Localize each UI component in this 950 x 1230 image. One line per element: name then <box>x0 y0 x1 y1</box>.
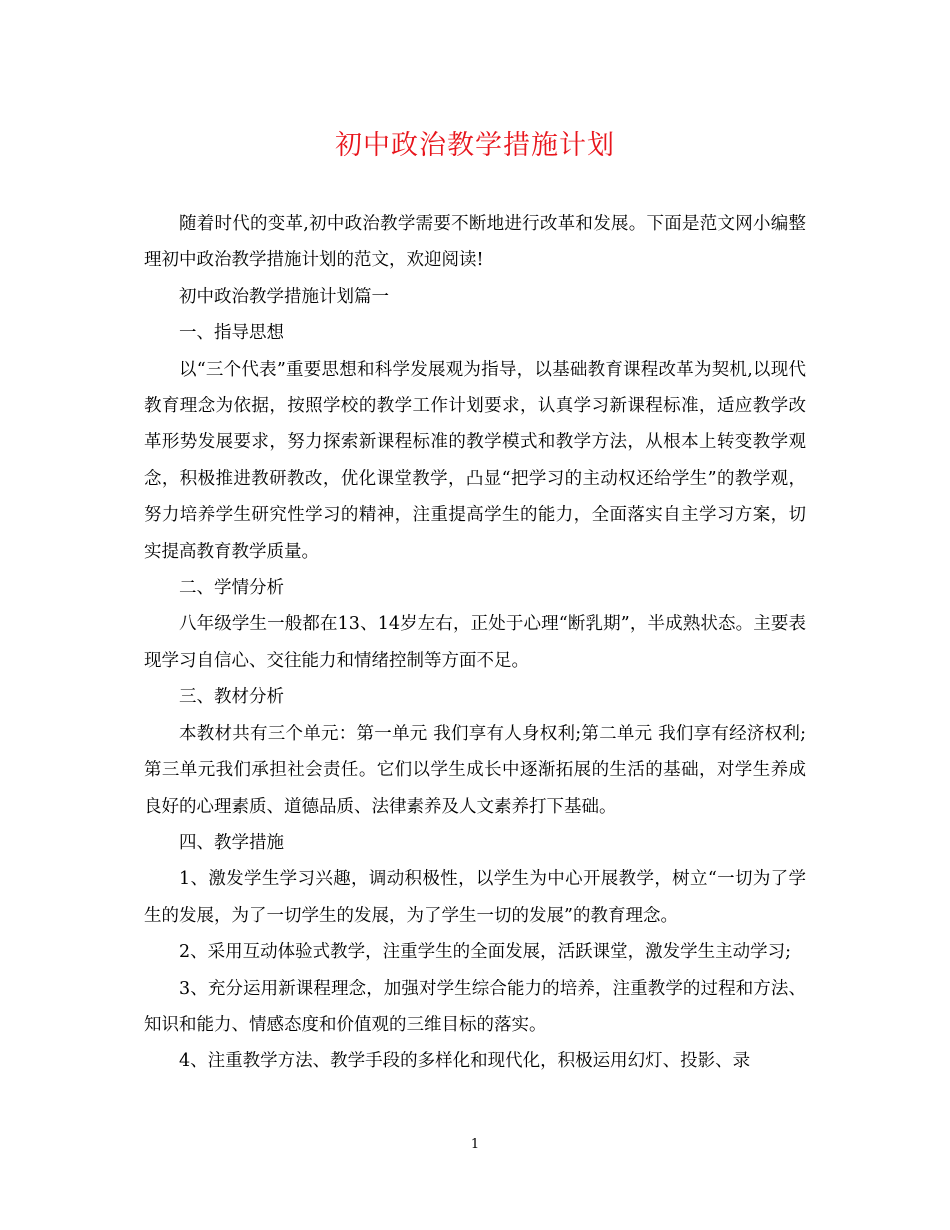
document-body <box>144 206 806 1080</box>
paragraph-textbook-analysis: 本教材共有三个单元：第一单元 我们享有人身权利;第二单元 我们享有经济权利;第三单元我们承担社会责任。它们以学生成长中逐渐拓展的生活的基础，对学生养成良好的心理素质、道德品质、法律素养及人文素养打下基础。 <box>144 723 806 817</box>
page-number: 1 <box>470 1137 480 1152</box>
paragraph-guiding-thought: 以“三个代表”重要思想和科学发展观为指导，以基础教育课程改革为契机,以现代教育理念为依据，按照学校的教学工作计划要求，认真学习新课程标准，适应教学改革形势发展要求，努力探索新课程标准的教学模式和教学方法，从根本上转变教学观念，积极推进教研教改，优化课堂教学，凸显“把学习的主动权还给学生”的教学观，努力培养学生研究性学习的精神，注重提高学生的能力，全面落实自主学习方案，切实提高教育教学质量。 <box>144 359 806 562</box>
paragraph-measure-1: 1、激发学生学习兴趣，调动积极性，以学生为中心开展教学，树立“一切为了学生的发展，为了一切学生的发展，为了学生一切的发展”的教育理念。 <box>144 869 806 926</box>
paragraph-measure-4: 4、注重教学方法、教学手段的多样化和现代化，积极运用幻灯、投影、录 <box>179 1051 751 1072</box>
document-title: 初中政治教学措施计划 <box>335 130 615 161</box>
paragraph-heading-teaching-measures: 四、教学措施 <box>179 832 284 853</box>
paragraph-section-heading: 初中政治教学措施计划篇一 <box>179 286 389 307</box>
paragraph-heading-student-analysis: 二、学情分析 <box>179 578 284 599</box>
paragraph-heading-guiding-thought: 一、指导思想 <box>179 323 284 344</box>
paragraph-intro: 随着时代的变革,初中政治教学需要不断地进行改革和发展。下面是范文网小编整理初中政治教学措施计划的范文，欢迎阅读! <box>144 214 806 271</box>
paragraph-heading-textbook-analysis: 三、教材分析 <box>179 687 284 708</box>
paragraph-measure-3: 3、充分运用新课程理念，加强对学生综合能力的培养，注重教学的过程和方法、知识和能力、情感态度和价值观的三维目标的落实。 <box>144 978 806 1035</box>
paragraph-measure-2: 2、采用互动体验式教学，注重学生的全面发展，活跃课堂，激发学生主动学习; <box>179 942 792 963</box>
paragraph-student-analysis: 八年级学生一般都在13、14岁左右，正处于心理“断乳期”，半成熟状态。主要表现学习自信心、交往能力和情绪控制等方面不足。 <box>144 614 806 671</box>
